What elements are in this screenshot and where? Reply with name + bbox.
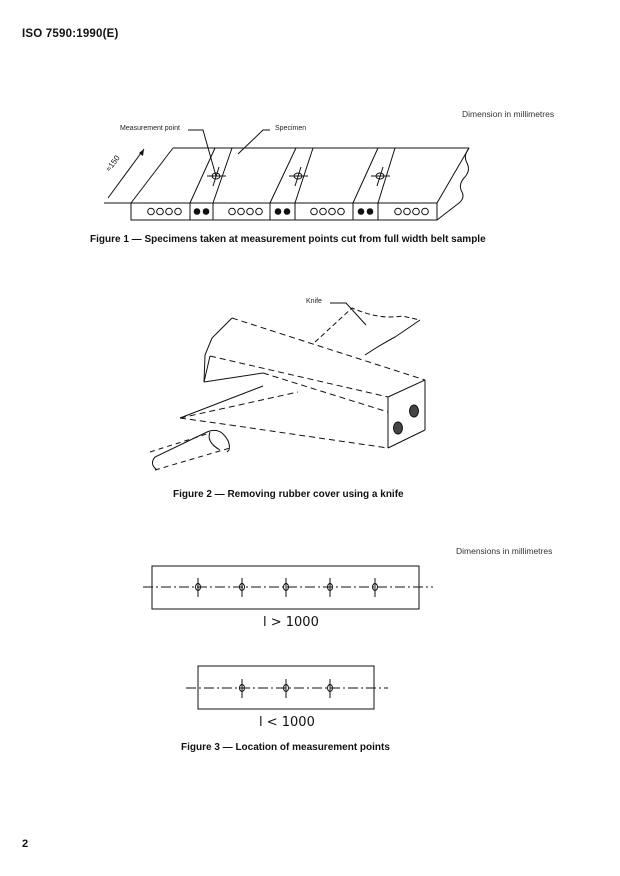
dimension-150-label: ≈150 bbox=[104, 153, 122, 174]
document-header: ISO 7590:1990(E) bbox=[22, 28, 119, 40]
figure1-dimension-note: Dimension in millimetres bbox=[462, 109, 555, 119]
figure2-caption: Figure 2 — Removing rubber cover using a knife bbox=[173, 489, 404, 500]
length-greater-label: l > 1000 bbox=[263, 615, 319, 630]
figure3-caption: Figure 3 — Location of measurement points bbox=[181, 742, 390, 753]
knife-label: Knife bbox=[306, 298, 322, 305]
length-less-label: l < 1000 bbox=[259, 715, 315, 730]
figure3-dimension-note: Dimensions in millimetres bbox=[456, 546, 553, 556]
page-number: 2 bbox=[22, 838, 29, 850]
specimen-label: Specimen bbox=[275, 125, 307, 132]
measurement-point-label: Measurement point bbox=[120, 125, 180, 132]
figure1-caption: Figure 1 — Specimens taken at measurement points cut from full width belt sample bbox=[90, 234, 486, 245]
